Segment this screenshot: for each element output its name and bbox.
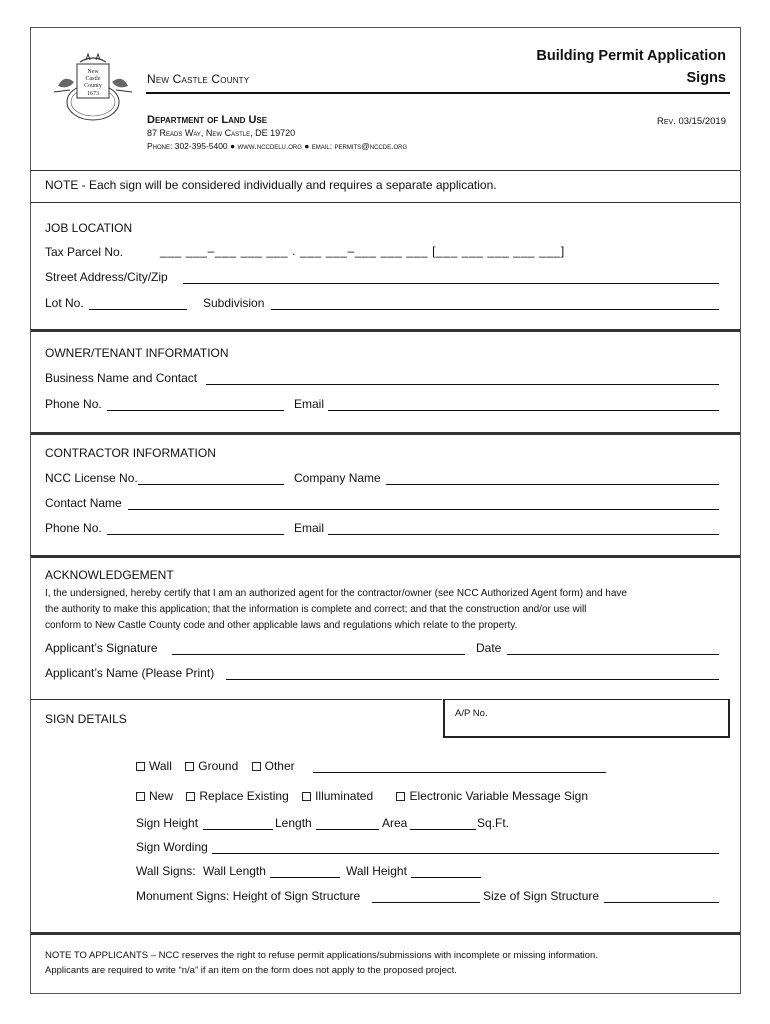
header-rule (146, 92, 730, 94)
business-label: Business Name and Contact (45, 371, 198, 385)
ack-text-2: the authority to make this application; that the information is complete and correct; and that the construction and/or use will (45, 604, 587, 615)
contractor-phone-label: Phone No. (45, 521, 102, 535)
company-field[interactable] (386, 484, 719, 485)
department-address: 87 Reads Way, New Castle, DE 19720 (147, 128, 296, 138)
illuminated-label: Illuminated (315, 789, 374, 803)
size-structure-field[interactable] (604, 902, 719, 903)
section-divider (31, 932, 740, 935)
seal-text-1: New (87, 69, 99, 75)
form-title: Building Permit Application (536, 48, 726, 64)
new-checkbox[interactable] (136, 789, 173, 803)
area-field[interactable] (410, 829, 476, 830)
wall-length-field[interactable] (270, 877, 340, 878)
seal-text-3: County (84, 83, 102, 89)
replace-checkbox[interactable] (186, 789, 288, 803)
seal-text-2: Castle (85, 76, 101, 82)
area-label: Area (382, 816, 408, 830)
owner-email-label: Email (294, 397, 325, 411)
contractor-heading: CONTRACTOR INFORMATION (45, 446, 216, 460)
new-label: New (149, 789, 174, 803)
form-subtitle: Signs (686, 70, 726, 86)
contractor-phone-field[interactable] (107, 534, 284, 535)
sign-wording-field[interactable] (212, 853, 719, 854)
company-label: Company Name (294, 471, 381, 485)
sign-height-field[interactable] (203, 829, 273, 830)
divider (31, 202, 740, 203)
signature-field[interactable] (172, 654, 465, 655)
date-label: Date (476, 641, 502, 655)
signature-label: Applicant’s Signature (45, 641, 158, 655)
wall-length-label: Wall Length (203, 864, 266, 878)
tax-parcel-field[interactable]: ___ ___–___ ___ ___ . ___ ___–___ ___ ___ [___ ___ ___ ___ ___] (160, 244, 565, 258)
ap-number-box[interactable] (443, 699, 730, 738)
business-field[interactable] (206, 384, 719, 385)
section-divider (31, 329, 740, 332)
replace-label: Replace Existing (199, 789, 289, 803)
seal-text-4: 1673 (87, 91, 99, 97)
other-checkbox[interactable] (252, 759, 295, 773)
applicant-name-label: Applicant’s Name (Please Print) (45, 666, 215, 680)
electronic-checkbox[interactable] (396, 789, 588, 803)
section-divider (31, 432, 740, 435)
sign-wording-label: Sign Wording (136, 840, 208, 854)
street-label: Street Address/City/Zip (45, 270, 168, 284)
ack-heading: ACKNOWLEDGEMENT (45, 568, 174, 582)
length-label: Length (275, 816, 312, 830)
size-structure-label: Size of Sign Structure (483, 889, 600, 903)
owner-email-field[interactable] (328, 410, 719, 411)
other-label: Other (264, 759, 295, 773)
county-seal-icon (50, 52, 136, 124)
wall-height-field[interactable] (411, 877, 481, 878)
wall-height-label: Wall Height (346, 864, 407, 878)
sqft-label: Sq.Ft. (477, 816, 510, 830)
sign-status-row (136, 789, 588, 803)
ack-text-1: I, the undersigned, hereby certify that I am an authorized agent for the contractor/owner (see NCC Authorized Agent form) and have (45, 588, 627, 599)
license-label: NCC License No. (45, 471, 138, 485)
ack-text-3: conform to New Castle County code and other applicable laws and regulations which relate to the property. (45, 620, 518, 631)
revision-date: Rev. 03/15/2019 (656, 116, 726, 127)
sign-details-heading: SIGN DETAILS (45, 712, 127, 726)
length-field[interactable] (316, 829, 379, 830)
department-name: Department of Land Use (147, 114, 268, 126)
license-field[interactable] (138, 484, 284, 485)
date-field[interactable] (507, 654, 719, 655)
ground-label: Ground (198, 759, 239, 773)
note-bottom-1: NOTE TO APPLICANTS – NCC reserves the right to refuse permit applications/submissions with incomplete or missing information. (45, 950, 598, 961)
owner-heading: OWNER/TENANT INFORMATION (45, 346, 229, 360)
section-divider (31, 555, 740, 558)
ground-checkbox[interactable] (185, 759, 238, 773)
monument-label: Monument Signs: Height of Sign Structure (136, 889, 361, 903)
contact-field[interactable] (128, 509, 719, 510)
tax-parcel-label: Tax Parcel No. (45, 245, 124, 259)
sign-type-row (136, 759, 295, 773)
contact-label: Contact Name (45, 496, 122, 510)
wall-checkbox[interactable] (136, 759, 172, 773)
divider (31, 170, 740, 171)
wall-label: Wall (149, 759, 172, 773)
monument-height-field[interactable] (372, 902, 480, 903)
subdivision-field[interactable] (271, 309, 719, 310)
other-field[interactable] (313, 772, 606, 773)
sign-height-label: Sign Height (136, 816, 199, 830)
owner-phone-field[interactable] (107, 410, 284, 411)
contractor-email-field[interactable] (328, 534, 719, 535)
ap-number-label: A/P No. (455, 708, 488, 719)
note-bottom-2: Applicants are required to write “n/a” if an item on the form does not apply to the proposed project. (45, 965, 457, 976)
illuminated-checkbox[interactable] (302, 789, 373, 803)
lot-label: Lot No. (45, 296, 84, 310)
wall-signs-label: Wall Signs: (136, 864, 196, 878)
department-contact: Phone: 302-395-5400 ● www.nccdelu.org ● email: permits@nccde.org (147, 141, 408, 151)
county-name: New Castle County (147, 72, 250, 86)
street-field[interactable] (183, 283, 719, 284)
owner-phone-label: Phone No. (45, 397, 102, 411)
divider (31, 699, 442, 700)
note-top: NOTE - Each sign will be considered individually and requires a separate application. (45, 178, 497, 192)
subdivision-label: Subdivision (203, 296, 265, 310)
applicant-name-field[interactable] (226, 679, 719, 680)
lot-field[interactable] (89, 309, 187, 310)
contractor-email-label: Email (294, 521, 325, 535)
electronic-label: Electronic Variable Message Sign (409, 789, 589, 803)
job-location-heading: JOB LOCATION (45, 221, 133, 235)
